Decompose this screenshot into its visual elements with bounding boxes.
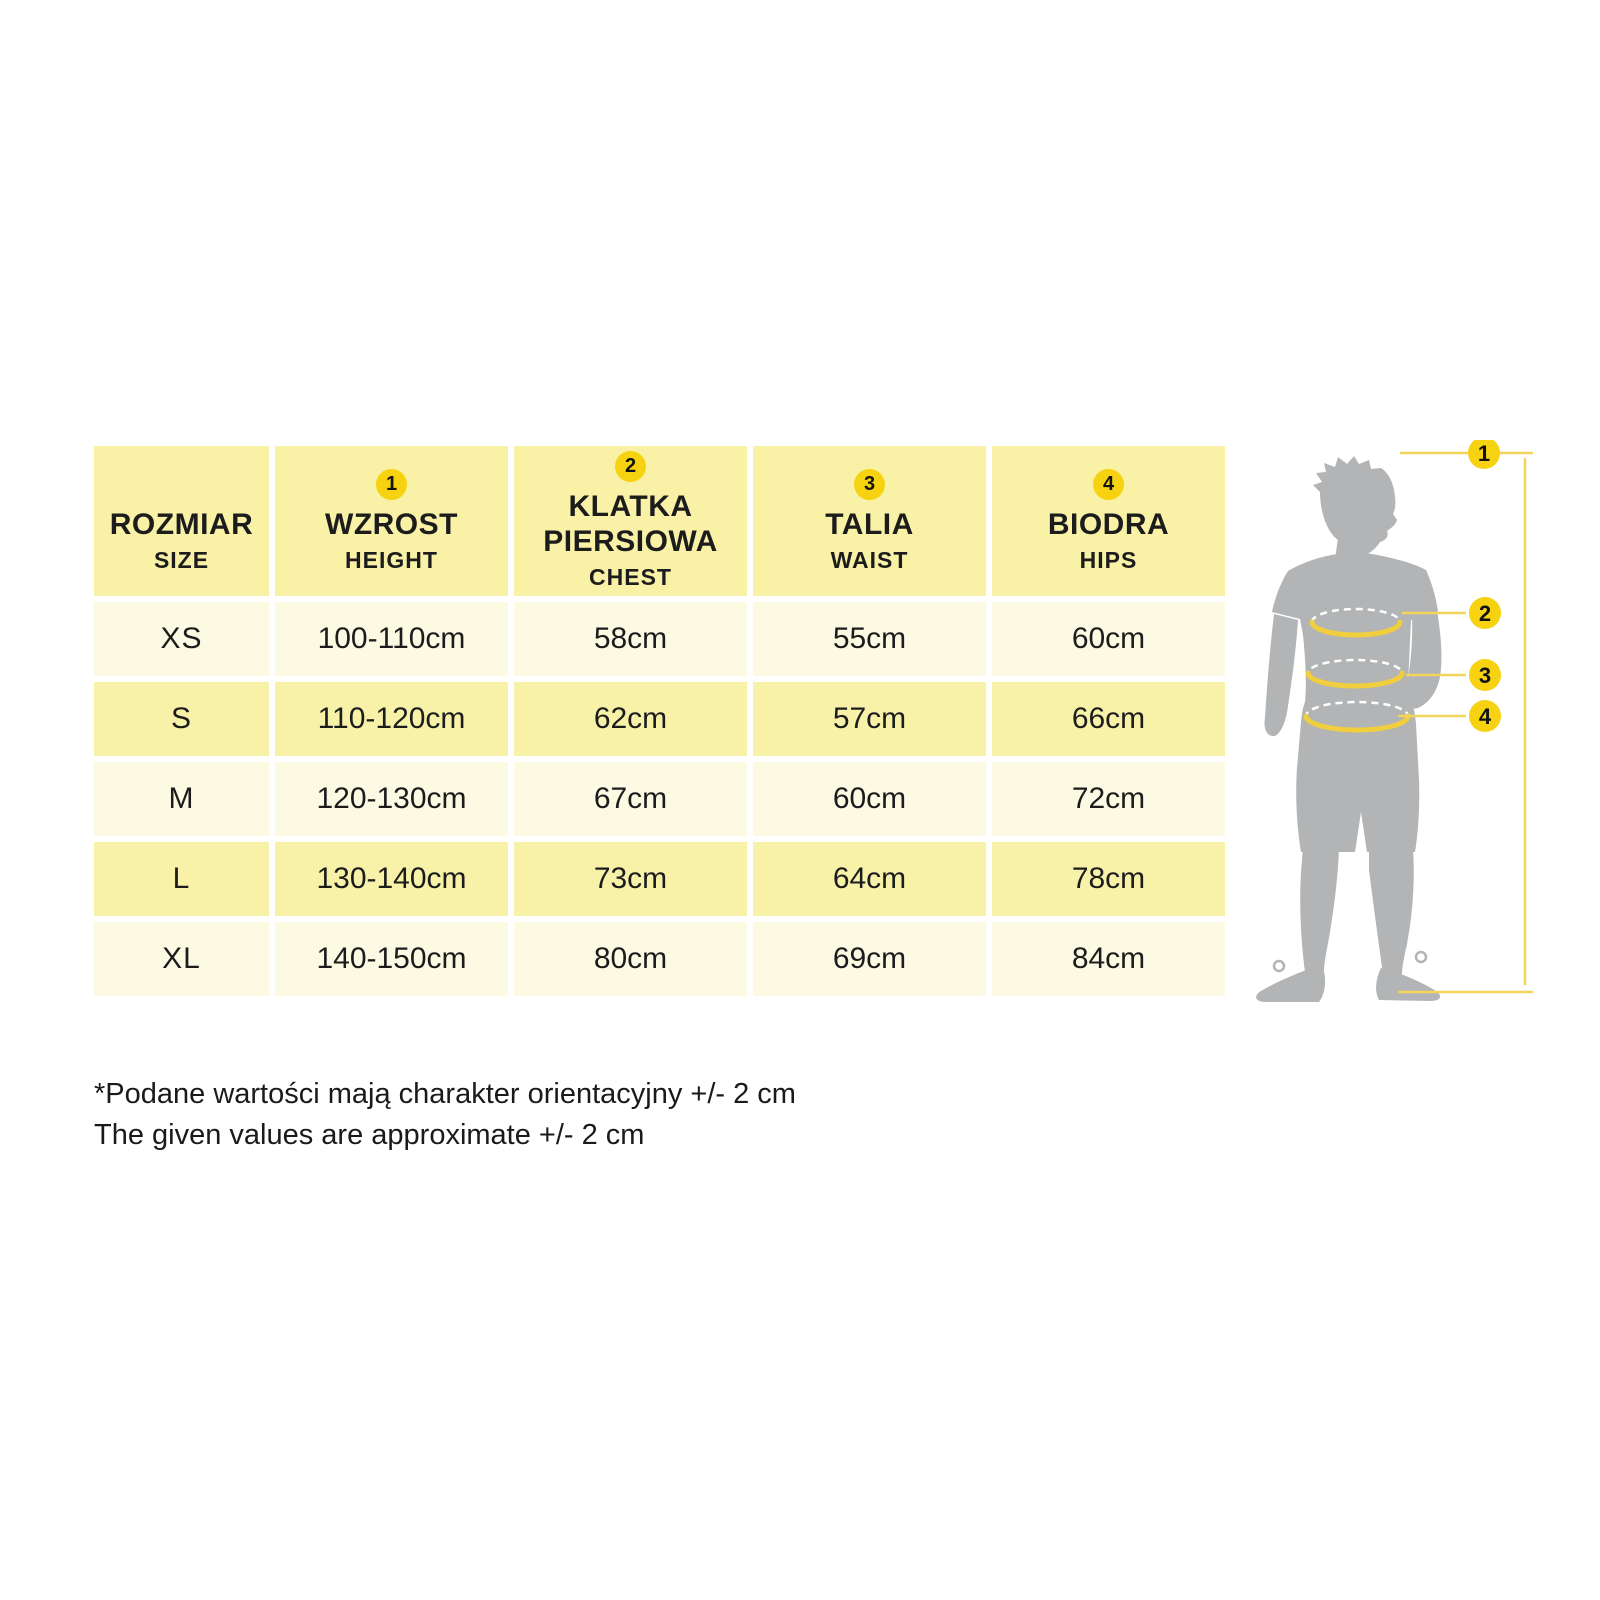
header-hips (992, 446, 1225, 596)
badge-3-icon: 3 (854, 469, 885, 500)
marker-3 (1469, 659, 1501, 691)
silhouette-right-leg (1369, 848, 1414, 974)
right-shoelace-icon (1416, 952, 1426, 962)
cell-height: 130-140cm (275, 842, 508, 916)
header-waist (753, 446, 986, 596)
marker-3-number: 3 (1478, 663, 1492, 688)
size-chart-table (88, 440, 1231, 1002)
header-waist-title: TALIA (825, 507, 914, 541)
cell-size: L (94, 842, 269, 916)
table-row-m (94, 762, 1225, 836)
cell-chest: 58cm (514, 602, 747, 676)
header-height (275, 446, 508, 596)
header-size (94, 446, 269, 596)
cell-hips: 60cm (992, 602, 1225, 676)
cell-waist: 60cm (753, 762, 986, 836)
cell-chest: 73cm (514, 842, 747, 916)
header-chest (514, 446, 747, 596)
silhouette-left-shoe (1256, 965, 1325, 1002)
badge-4-icon: 4 (1093, 469, 1124, 500)
cell-height: 100-110cm (275, 602, 508, 676)
footnote-line-pl: *Podane wartości mają charakter orientacyjny +/- 2 cm (94, 1078, 796, 1110)
marker-4-number: 4 (1478, 704, 1492, 729)
cell-height: 140-150cm (275, 922, 508, 996)
table-row-xl (94, 922, 1225, 996)
header-hips-subtitle: HIPS (1079, 546, 1138, 573)
measurement-figure (1230, 440, 1550, 1010)
cell-hips: 66cm (992, 682, 1225, 756)
height-ruler (1398, 453, 1533, 992)
header-size-title: ROZMIAR (109, 507, 254, 541)
marker-2 (1469, 597, 1501, 629)
silhouette-left-leg (1300, 848, 1339, 972)
cell-waist: 55cm (753, 602, 986, 676)
header-waist-subtitle: WAIST (830, 546, 909, 573)
silhouette-head (1313, 456, 1397, 557)
marker-2-number: 2 (1478, 601, 1492, 626)
cell-chest: 67cm (514, 762, 747, 836)
table-row-s (94, 682, 1225, 756)
cell-height: 110-120cm (275, 682, 508, 756)
header-chest-title: KLATKA PIERSIOWA (543, 490, 718, 558)
table-row-l (94, 842, 1225, 916)
left-shoelace-icon (1274, 961, 1284, 971)
cell-size: M (94, 762, 269, 836)
cell-waist: 69cm (753, 922, 986, 996)
marker-1-number: 1 (1477, 441, 1491, 466)
cell-height: 120-130cm (275, 762, 508, 836)
silhouette-left-arm (1264, 614, 1298, 736)
table-header (94, 446, 1225, 596)
badge-1-icon: 1 (376, 469, 407, 500)
header-hips-title: BIODRA (1047, 507, 1170, 541)
cell-hips: 72cm (992, 762, 1225, 836)
header-size-subtitle: SIZE (153, 546, 210, 573)
cell-size: S (94, 682, 269, 756)
table-body (94, 602, 1225, 996)
header-chest-subtitle: CHEST (589, 564, 672, 590)
cell-size: XL (94, 922, 269, 996)
cell-size: XS (94, 602, 269, 676)
badge-2-icon: 2 (615, 451, 646, 482)
cell-hips: 84cm (992, 922, 1225, 996)
header-height-subtitle: HEIGHT (345, 546, 438, 573)
marker-1 (1468, 440, 1500, 469)
header-row (94, 446, 1225, 596)
footnote (94, 1074, 796, 1156)
header-height-title: WZROST (325, 507, 458, 541)
cell-hips: 78cm (992, 842, 1225, 916)
cell-chest: 80cm (514, 922, 747, 996)
cell-waist: 64cm (753, 842, 986, 916)
marker-4 (1469, 700, 1501, 732)
footnote-line-en: The given values are approximate +/- 2 cm (94, 1119, 645, 1151)
table-row-xs (94, 602, 1225, 676)
cell-chest: 62cm (514, 682, 747, 756)
cell-waist: 57cm (753, 682, 986, 756)
silhouette-right-shoe (1376, 968, 1440, 1001)
